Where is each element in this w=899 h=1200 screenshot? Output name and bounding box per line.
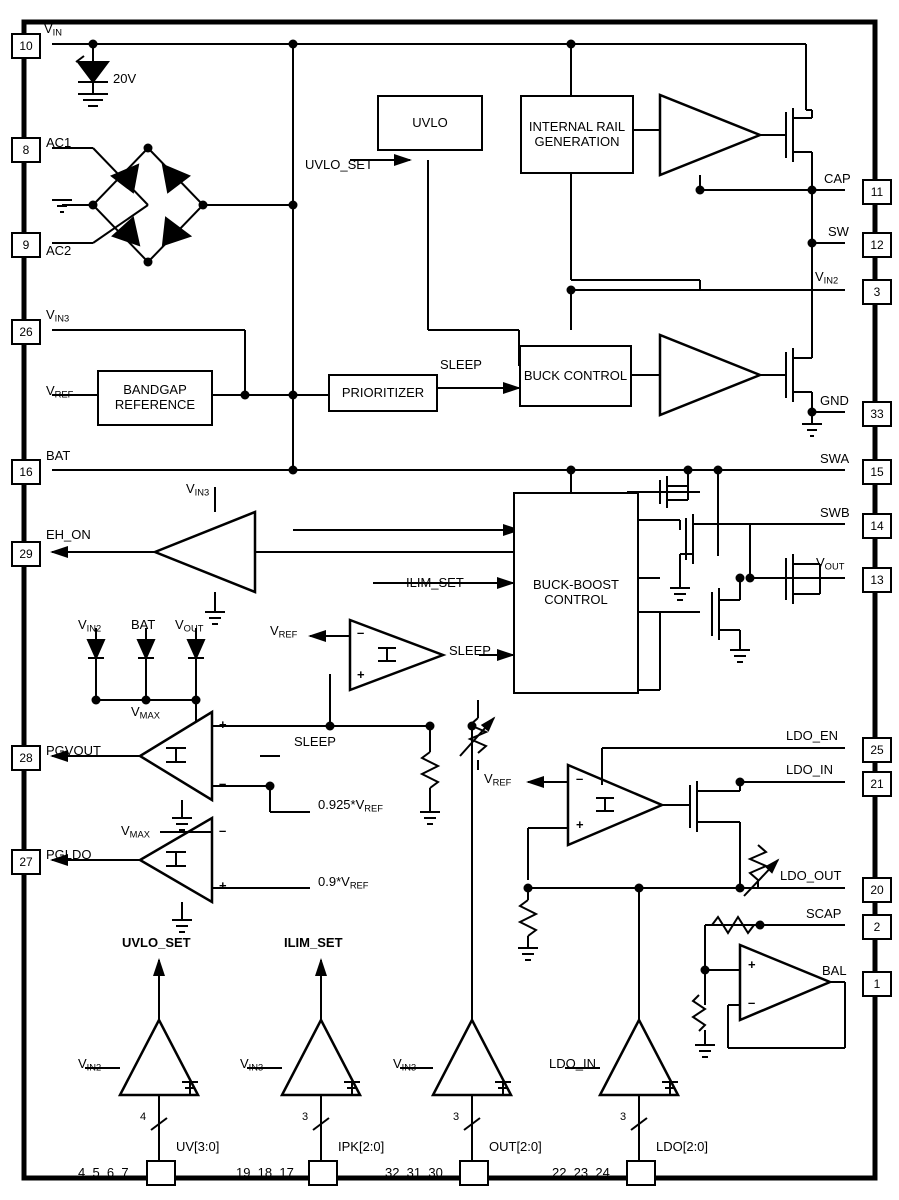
pin-21: 21 bbox=[862, 771, 892, 797]
signal-label-bat-diode: BAT bbox=[131, 617, 156, 632]
comparator-sign-minus-bal: – bbox=[748, 995, 756, 1010]
pin-8: 8 bbox=[11, 137, 41, 163]
label-zener-20v: 20V bbox=[113, 71, 137, 86]
pin-13: 13 bbox=[862, 567, 892, 593]
pin-label-scap: SCAP bbox=[806, 906, 842, 921]
bus-pins-ldo: 22, 23, 24 bbox=[552, 1165, 610, 1180]
block-prioritizer bbox=[328, 374, 438, 412]
bus-width-2: 3 bbox=[302, 1111, 309, 1123]
pin-15: 15 bbox=[862, 459, 892, 485]
block-buck-control bbox=[519, 345, 632, 407]
pin-20: 20 bbox=[862, 877, 892, 903]
comparator-sign-minus-ldo: – bbox=[576, 771, 584, 786]
pin-label-ldo-en: LDO_EN bbox=[786, 728, 839, 743]
pin-label-cap: CAP bbox=[824, 171, 851, 186]
pad-ldo bbox=[626, 1160, 656, 1186]
signal-label-vout-diode: $V_{OUT}$ bbox=[175, 617, 204, 634]
pin-label-vin2: $V_{IN2}$ bbox=[815, 269, 839, 286]
pin-25: 25 bbox=[862, 737, 892, 763]
bus-name-ldo: LDO[2:0] bbox=[656, 1139, 709, 1154]
pin-label-pgldo: PGLDO bbox=[46, 847, 92, 862]
pin-28: 28 bbox=[11, 745, 41, 771]
comparator-sign-minus-sleep: – bbox=[357, 625, 365, 640]
bus-pins-ipk: 19, 18, 17 bbox=[236, 1165, 294, 1180]
signal-label-vref-ldo: $V_{REF}$ bbox=[484, 771, 512, 788]
pin-label-ldo-in: LDO_IN bbox=[786, 762, 833, 777]
pin-14: 14 bbox=[862, 513, 892, 539]
signal-label-vin2-diode: $V_{IN2}$ bbox=[78, 617, 102, 634]
signal-label-ilim-set: ILIM_SET bbox=[406, 575, 464, 590]
pin-27: 27 bbox=[11, 849, 41, 875]
pad-out bbox=[459, 1160, 489, 1186]
signal-label-sleep-bb: SLEEP bbox=[449, 643, 491, 658]
block-uvlo bbox=[377, 95, 483, 151]
pin-16: 16 bbox=[11, 459, 41, 485]
bus-pins-out: 32, 31, 30 bbox=[385, 1165, 443, 1180]
signal-label-vmax-bottom: $V_{MAX}$ bbox=[121, 823, 150, 840]
pin-10: 10 bbox=[11, 33, 41, 59]
bottom-in-label-1: $V_{IN2}$ bbox=[78, 1056, 102, 1073]
pin-label-vout: $V_{OUT}$ bbox=[816, 555, 845, 572]
block-internal-rail-generation bbox=[520, 95, 634, 174]
signal-label-vref-bandgap: $V_{REF}$ bbox=[46, 383, 74, 400]
bus-width-4: 3 bbox=[620, 1111, 627, 1123]
pin-label-sw: SW bbox=[828, 224, 849, 239]
block-bandgap-reference-label: BANDGAP REFERENCE bbox=[114, 382, 196, 412]
comparator-sign-plus-bal: + bbox=[748, 957, 756, 972]
signal-label-thresh-900: $0.9*V_{REF}$ bbox=[318, 874, 369, 891]
pin-29: 29 bbox=[11, 541, 41, 567]
bus-width-1: 4 bbox=[140, 1111, 147, 1123]
pin-label-swb: SWB bbox=[820, 505, 850, 520]
pin-3: 3 bbox=[862, 279, 892, 305]
bus-name-ipk: IPK[2:0] bbox=[338, 1139, 385, 1154]
bus-name-uv: UV[3:0] bbox=[176, 1139, 220, 1154]
comparator-sign-minus-pgldo: – bbox=[219, 823, 227, 838]
pin-label-ac1: AC1 bbox=[46, 135, 72, 150]
pin-label-bat: BAT bbox=[46, 448, 71, 463]
pin-33: 33 bbox=[862, 401, 892, 427]
bottom-in-label-2: $V_{IN3}$ bbox=[240, 1056, 264, 1073]
pin-label-eh-on: EH_ON bbox=[46, 527, 91, 542]
bottom-in-label-4: LDO_IN bbox=[549, 1056, 596, 1071]
pad-uv bbox=[146, 1160, 176, 1186]
bottom-in-label-3: $V_{IN3}$ bbox=[393, 1056, 417, 1073]
pin-2: 2 bbox=[862, 914, 892, 940]
pin-label-vin3: $V_{IN3}$ bbox=[46, 307, 70, 324]
comparator-sign-plus-sleep: + bbox=[357, 667, 365, 682]
pin-1: 1 bbox=[862, 971, 892, 997]
signal-label-sleep-pg: SLEEP bbox=[294, 734, 336, 749]
comparator-sign-plus-ldo: + bbox=[576, 817, 584, 832]
block-prioritizer-label: PRIORITIZER bbox=[341, 384, 425, 400]
block-buck-boost-control bbox=[513, 492, 639, 694]
block-uvlo-label: UVLO bbox=[412, 114, 448, 130]
pin-label-pgvout: PGVOUT bbox=[46, 743, 101, 758]
pad-ipk bbox=[308, 1160, 338, 1186]
block-internal-rail-generation-label: INTERNAL RAIL GENERATION bbox=[528, 118, 626, 149]
pin-label-gnd: GND bbox=[820, 393, 849, 408]
pin-11: 11 bbox=[862, 179, 892, 205]
bottom-label-ilim-set: ILIM_SET bbox=[284, 935, 343, 950]
pin-label-swa: SWA bbox=[820, 451, 850, 466]
comparator-sign-plus-pgldo: + bbox=[219, 878, 227, 893]
pin-label-vin: $V_{IN}$ bbox=[44, 21, 63, 38]
bottom-label-uvlo-set: UVLO_SET bbox=[122, 935, 191, 950]
signal-label-uvlo-set: UVLO_SET bbox=[305, 157, 373, 172]
signal-label-vmax-top: $V_{MAX}$ bbox=[131, 704, 160, 721]
signal-label-thresh-925: $0.925*V_{REF}$ bbox=[318, 797, 383, 814]
bus-name-out: OUT[2:0] bbox=[489, 1139, 542, 1154]
pin-label-ac2: AC2 bbox=[46, 243, 72, 258]
block-buck-boost-control-label: BUCK-BOOST CONTROL bbox=[533, 577, 619, 607]
signal-label-vin3-ehon: $V_{IN3}$ bbox=[186, 481, 210, 498]
block-buck-control-label: BUCK CONTROL bbox=[523, 367, 628, 383]
signal-label-vref-sleep: $V_{REF}$ bbox=[270, 623, 298, 640]
pin-9: 9 bbox=[11, 232, 41, 258]
pin-26: 26 bbox=[11, 319, 41, 345]
block-bandgap-reference bbox=[97, 370, 213, 426]
comparator-sign-plus-pgvout: + bbox=[219, 717, 227, 732]
signal-label-sleep-buck: SLEEP bbox=[440, 357, 482, 372]
comparator-sign-minus-pgvout: – bbox=[219, 776, 227, 791]
bus-width-3: 3 bbox=[453, 1111, 460, 1123]
pin-label-ldo-out: LDO_OUT bbox=[780, 868, 842, 883]
pin-12: 12 bbox=[862, 232, 892, 258]
pin-label-bal: BAL bbox=[822, 963, 847, 978]
bus-pins-uv: 4, 5, 6, 7 bbox=[78, 1165, 129, 1180]
